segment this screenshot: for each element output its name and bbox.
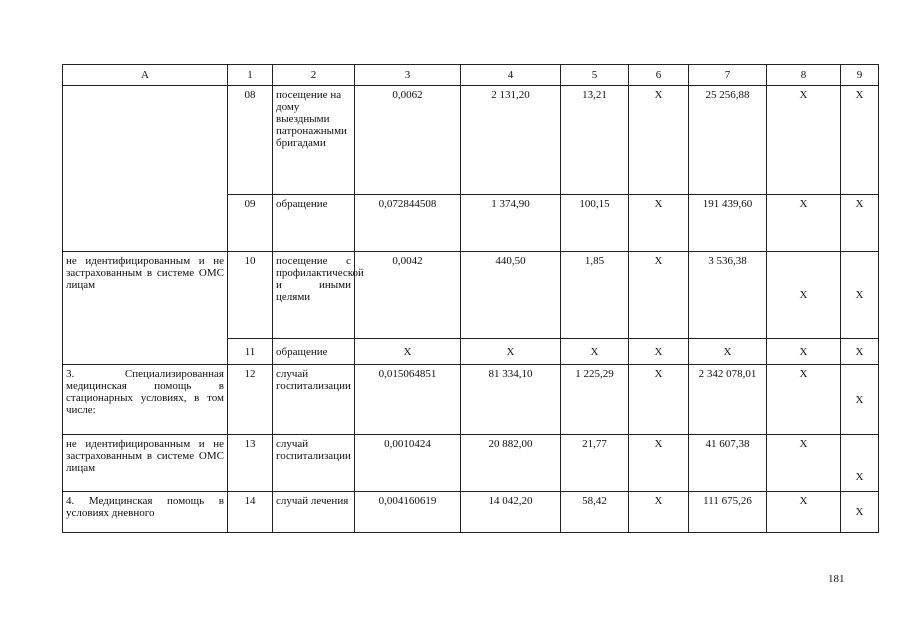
header-cell-4: 4 [461, 65, 561, 86]
value-cell-9: Х [841, 252, 879, 339]
header-cell-1: 1 [228, 65, 273, 86]
value-cell-6: Х [629, 365, 689, 435]
value-cell-3: 0,0010424 [355, 435, 461, 492]
unit-cell: случай госпитализации [273, 365, 355, 435]
table-row [63, 252, 879, 339]
value-cell-4: 440,50 [461, 252, 561, 339]
value-cell-4: 1 374,90 [461, 195, 561, 252]
value-cell-8: Х [767, 492, 841, 533]
row-code-cell: 11 [228, 339, 273, 365]
unit-cell: случай лечения [273, 492, 355, 533]
value-cell-5: 1,85 [561, 252, 629, 339]
unit-cell: обращение [273, 195, 355, 252]
row-code-cell: 13 [228, 435, 273, 492]
value-cell-6: Х [629, 339, 689, 365]
value-cell-3: 0,072844508 [355, 195, 461, 252]
value-cell-5: 13,21 [561, 86, 629, 195]
table-row [63, 435, 879, 492]
table-row [63, 86, 879, 195]
header-cell-2: 2 [273, 65, 355, 86]
value-cell-3: 0,0062 [355, 86, 461, 195]
unit-cell: посещение с профилактической и иными целями [273, 252, 355, 339]
value-cell-7: 25 256,88 [689, 86, 767, 195]
value-cell-6: Х [629, 252, 689, 339]
unit-cell: случай госпитализации [273, 435, 355, 492]
data-table [62, 64, 879, 533]
value-cell-5: 100,15 [561, 195, 629, 252]
value-cell-4: 14 042,20 [461, 492, 561, 533]
value-cell-3: 0,004160619 [355, 492, 461, 533]
row-label-cell: 4. Медицинская помощь в условиях дневного [63, 492, 228, 533]
row-label-cell: не идентифицированным и не застрахованным в системе ОМС лицам [63, 252, 228, 365]
value-cell-5: 1 225,29 [561, 365, 629, 435]
value-cell-7: 191 439,60 [689, 195, 767, 252]
value-cell-7: 3 536,38 [689, 252, 767, 339]
value-cell-8: Х [767, 252, 841, 339]
row-code-cell: 12 [228, 365, 273, 435]
row-label-cell: 3. Специализированная медицинская помощь в стационарных условиях, в том числе: [63, 365, 228, 435]
value-cell-6: Х [629, 86, 689, 195]
value-cell-7: Х [689, 339, 767, 365]
row-label-cell [63, 86, 228, 252]
value-cell-9: Х [841, 195, 879, 252]
value-cell-6: Х [629, 195, 689, 252]
value-cell-8: Х [767, 339, 841, 365]
value-cell-3: 0,0042 [355, 252, 461, 339]
value-cell-5: Х [561, 339, 629, 365]
value-cell-7: 2 342 078,01 [689, 365, 767, 435]
header-cell-8: 8 [767, 65, 841, 86]
header-row [63, 65, 879, 86]
row-code-cell: 08 [228, 86, 273, 195]
value-cell-9: Х [841, 492, 879, 533]
header-cell-3: 3 [355, 65, 461, 86]
table-row [63, 365, 879, 435]
row-code-cell: 10 [228, 252, 273, 339]
value-cell-4: 2 131,20 [461, 86, 561, 195]
row-code-cell: 14 [228, 492, 273, 533]
header-cell-9: 9 [841, 65, 879, 86]
row-code-cell: 09 [228, 195, 273, 252]
row-label-cell: не идентифицированным и не застрахованным в системе ОМС лицам [63, 435, 228, 492]
value-cell-6: Х [629, 492, 689, 533]
value-cell-8: Х [767, 435, 841, 492]
value-cell-7: 41 607,38 [689, 435, 767, 492]
value-cell-4: 20 882,00 [461, 435, 561, 492]
unit-cell: обращение [273, 339, 355, 365]
header-cell-6: 6 [629, 65, 689, 86]
value-cell-5: 58,42 [561, 492, 629, 533]
value-cell-3: 0,015064851 [355, 365, 461, 435]
value-cell-9: Х [841, 86, 879, 195]
value-cell-8: Х [767, 365, 841, 435]
unit-cell: посещение на дому выездными патронажными бригадами [273, 86, 355, 195]
header-cell-a: А [63, 65, 228, 86]
value-cell-9: Х [841, 435, 879, 492]
value-cell-3: Х [355, 339, 461, 365]
page-number: 181 [828, 573, 845, 585]
header-cell-5: 5 [561, 65, 629, 86]
value-cell-5: 21,77 [561, 435, 629, 492]
value-cell-4: Х [461, 339, 561, 365]
value-cell-8: Х [767, 86, 841, 195]
value-cell-9: Х [841, 339, 879, 365]
value-cell-4: 81 334,10 [461, 365, 561, 435]
header-cell-7: 7 [689, 65, 767, 86]
value-cell-6: Х [629, 435, 689, 492]
value-cell-8: Х [767, 195, 841, 252]
value-cell-7: 111 675,26 [689, 492, 767, 533]
value-cell-9: Х [841, 365, 879, 435]
table-row [63, 492, 879, 533]
